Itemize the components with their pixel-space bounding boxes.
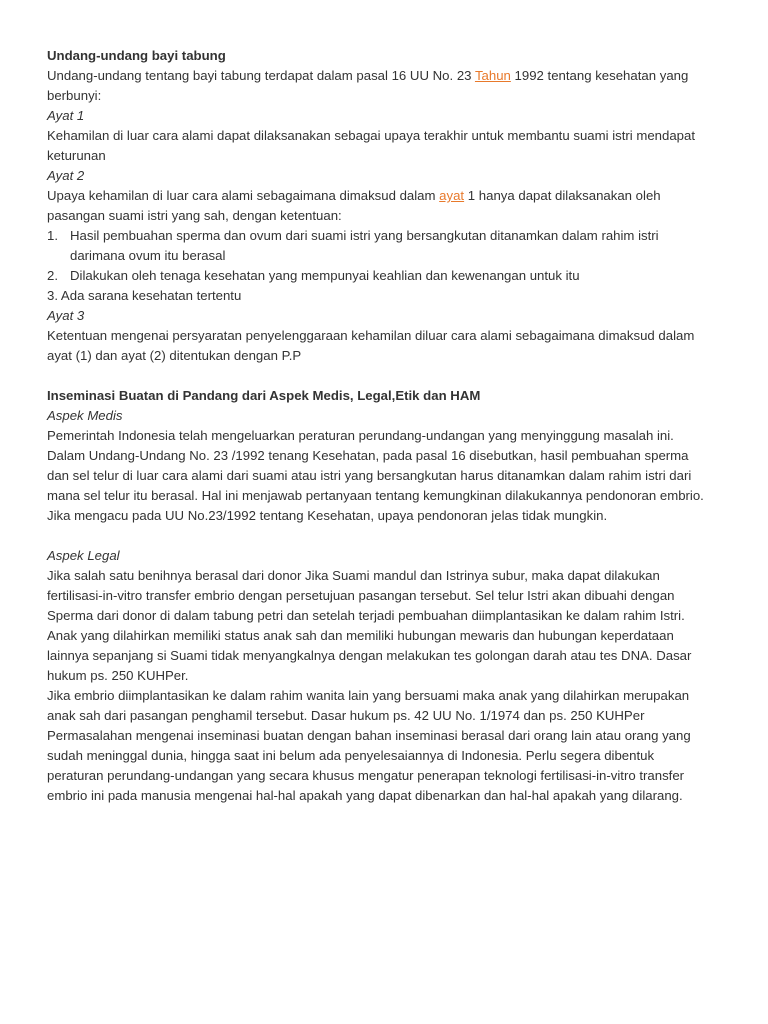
ayat1-line: keturunan	[47, 148, 106, 163]
ayat1-label: Ayat 1	[47, 108, 85, 123]
paragraph-gap	[47, 526, 727, 546]
document-page	[47, 46, 727, 806]
list-item: 3. Ada sarana kesehatan tertentu	[47, 288, 242, 303]
ayat2-text-pre: Upaya kehamilan di luar cara alami sebagaimana dimaksud dalam	[47, 188, 440, 203]
aspek-medis-line: Dalam Undang-Undang No. 23 /1992 tenang Kesehatan, pada pasal 16 disebutkan, hasil pembuahan sperma	[47, 448, 689, 463]
link-ayat[interactable]: ayat	[439, 188, 465, 203]
intro-text-post: 1992 tentang kesehatan yang	[510, 68, 689, 83]
intro-line-2: berbunyi:	[47, 88, 102, 103]
aspek-legal-line: Jika salah satu benihnya berasal dari donor Jika Suami mandul dan Istrinya subur, maka dapat dilakukan	[47, 568, 660, 583]
section-title-bayi-tabung: Undang-undang bayi tabung	[47, 48, 226, 63]
aspek-legal-line: Permasalahan mengenai inseminasi buatan dengan bahan inseminasi berasal dari orang lain atau orang yang	[47, 728, 691, 743]
ayat2-label: Ayat 2	[47, 168, 85, 183]
aspek-legal-line: peraturan perundang-undangan yang secara khusus mengatur penerapan teknologi fertilisasi-in-vitro transfer	[47, 768, 685, 783]
list-item	[47, 266, 727, 286]
ayat2-line-2: pasangan suami istri yang sah, dengan ketentuan:	[47, 208, 342, 223]
aspek-legal-line: fertilisasi-in-vitro transfer embrio dengan persetujuan pasangan tersebut. Sel telur Istri akan dibuahi dengan	[47, 588, 675, 603]
aspek-medis-label: Aspek Medis	[47, 408, 123, 423]
ayat1-line: Kehamilan di luar cara alami dapat dilaksanakan sebagai upaya terakhir untuk membantu suami istri mendapat	[47, 128, 696, 143]
list-item-number: 2.	[47, 268, 58, 283]
aspek-legal-line: anak sah dari pasangan penghamil tersebut. Dasar hukum ps. 42 UU No. 1/1974 dan ps. 250 KUHPer	[47, 708, 645, 723]
ayat3-line: ayat (1) dan ayat (2) ditentukan dengan P.P	[47, 348, 302, 363]
aspek-medis-line: dan sel telur di luar cara alami dari suami atau istri yang bersangkutan harus ditanamkan dalam rahim istri dari	[47, 468, 692, 483]
aspek-legal-line: hukum ps. 250 KUHPer.	[47, 668, 189, 683]
intro-line	[47, 66, 727, 86]
aspek-legal-line: lainnya sepanjang si Suami tidak menyangkalnya dengan melakukan tes golongan darah atau tes DNA. Dasar	[47, 648, 692, 663]
aspek-legal-label: Aspek Legal	[47, 548, 120, 563]
ketentuan-list	[47, 226, 727, 306]
link-tahun[interactable]: Tahun	[474, 68, 511, 83]
aspek-legal-line: sudah meninggal dunia, hingga saat ini belum ada penyelesaiannya di Indonesia. Perlu segera dibentuk	[47, 748, 655, 763]
aspek-legal-line: Sperma dari donor di dalam tabung petri dan setelah terjadi pembuahan diimplantasikan ke dalam rahim Istri.	[47, 608, 685, 623]
intro-text-pre: Undang-undang tentang bayi tabung terdapat dalam pasal 16 UU No. 23	[47, 68, 475, 83]
list-item-text: Dilakukan oleh tenaga kesehatan yang mempunyai keahlian dan kewenangan untuk itu	[70, 268, 580, 283]
section-title-inseminasi: Inseminasi Buatan di Pandang dari Aspek Medis, Legal,Etik dan HAM	[47, 388, 481, 403]
ayat2-text-post: 1 hanya dapat dilaksanakan oleh	[464, 188, 661, 203]
aspek-legal-line: embrio ini pada manusia mengenai hal-hal apakah yang dapat dibenarkan dan hal-hal apakah yang dilarang.	[47, 788, 683, 803]
ayat3-label: Ayat 3	[47, 308, 85, 323]
aspek-legal-line: Anak yang dilahirkan memiliki status anak sah dan memiliki hubungan mewaris dan hubungan keperdataan	[47, 628, 674, 643]
aspek-legal-line: Jika embrio diimplantasikan ke dalam rahim wanita lain yang bersuami maka anak yang dilahirkan merupakan	[47, 688, 690, 703]
paragraph-gap	[47, 366, 727, 386]
ayat2-line	[47, 186, 727, 206]
aspek-medis-line: Pemerintah Indonesia telah mengeluarkan peraturan perundang-undangan yang menyinggung masalah ini.	[47, 428, 674, 443]
aspek-medis-line: mana sel telur itu berasal. Hal ini menjawab pertanyaan tentang kemungkinan dilakukannya pendonoran embrio.	[47, 488, 704, 503]
list-item	[47, 226, 727, 246]
list-item-text: Hasil pembuahan sperma dan ovum dari suami istri yang bersangkutan ditanamkan dalam rahim istri	[70, 228, 659, 243]
list-item-continuation: darimana ovum itu berasal	[70, 248, 226, 263]
ayat3-line: Ketentuan mengenai persyaratan penyelenggaraan kehamilan diluar cara alami sebagaimana dimaksud dalam	[47, 328, 695, 343]
list-item-number: 1.	[47, 228, 58, 243]
aspek-medis-line: Jika mengacu pada UU No.23/1992 tentang Kesehatan, upaya pendonoran jelas tidak mungkin.	[47, 508, 608, 523]
